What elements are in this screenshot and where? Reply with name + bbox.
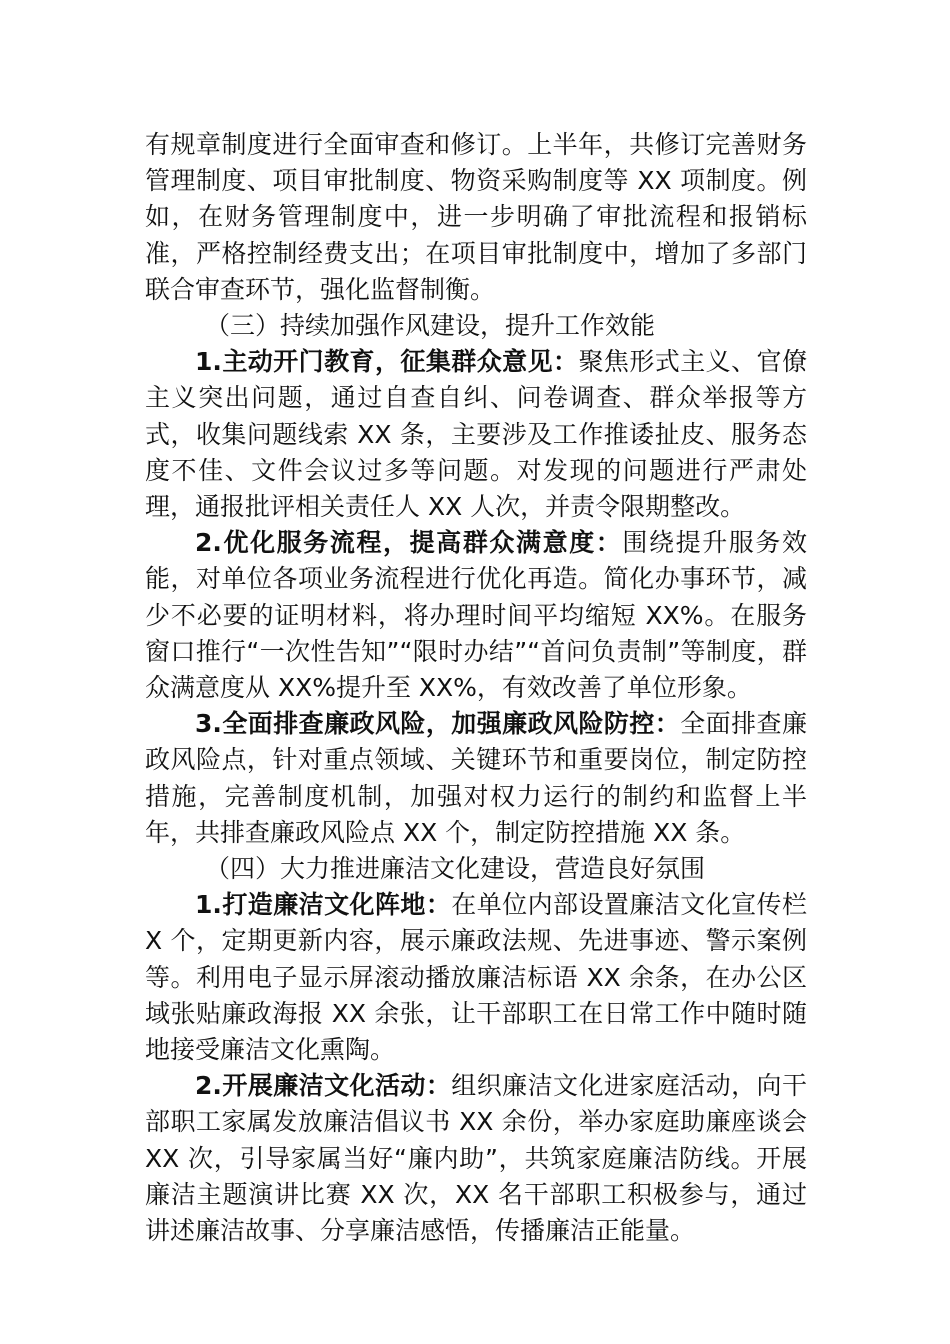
paragraph-item — [145, 887, 807, 1068]
paragraph-item — [145, 706, 807, 851]
paragraph-text: 聚焦形式主义、官僚主义突出问题，通过自查自纠、问卷调查、群众举报等方式，收集问题线索 XX 条，主要涉及工作推诿扯皮、服务态度不佳、文件会议过多等问题。对发现的问题进行严肃处理，通报批评相关责任人 XX 人次，并责令限期整改。 — [145, 347, 807, 522]
paragraph-item — [145, 525, 807, 706]
paragraph-text: 在单位内部设置廉洁文化宣传栏 X 个，定期更新内容，展示廉政法规、先进事迹、警示案例等。利用电子显示屏滚动播放廉洁标语 XX 余条，在办公区域张贴廉政海报 XX 余张，让干部职工在日常工作中随时随地接受廉洁文化熏陶。 — [145, 890, 807, 1065]
paragraph-lead: 1.主动开门教育，征集群众意见： — [195, 347, 579, 377]
paragraph-text: 组织廉洁文化进家庭活动，向干部职工家属发放廉洁倡议书 XX 余份，举办家庭助廉座谈会 XX 次，引导家属当好“廉内助”，共筑家庭廉洁防线。开展廉洁主题演讲比赛 XX 次，XX 名干部职工积极参与，通过讲述廉洁故事、分享廉洁感悟，传播廉洁正能量。 — [145, 1071, 807, 1246]
paragraph-lead: 2.开展廉洁文化活动： — [195, 1071, 452, 1101]
paragraph-item — [145, 1068, 807, 1249]
paragraph-lead: 2.优化服务流程，提高群众满意度： — [195, 528, 623, 558]
section-heading-three: （三）持续加强作风建设，提升工作效能 — [205, 311, 656, 341]
document-body — [145, 127, 807, 1249]
paragraph-continuation: 有规章制度进行全面审查和修订。上半年，共修订完善财务管理制度、项目审批制度、物资采购制度等 XX 项制度。例如，在财务管理制度中，进一步明确了审批流程和报销标准，严格控制经费支出；在项目审批制度中，增加了多部门联合审查环节，强化监督制衡。 — [145, 130, 807, 304]
paragraph-text: 围绕提升服务效能，对单位各项业务流程进行优化再造。简化办事环节，减少不必要的证明材料，将办理时间平均缩短 XX%。在服务窗口推行“一次性告知”“限时办结”“首问负责制”等制度，群众满意度从 XX%提升至 XX%，有效改善了单位形象。 — [145, 528, 807, 703]
paragraph-item — [145, 344, 807, 525]
paragraph-text: 全面排查廉政风险点，针对重点领域、关键环节和重要岗位，制定防控措施，完善制度机制，加强对权力运行的制约和监督上半年，共排查廉政风险点 XX 个，制定防控措施 XX 条。 — [145, 709, 807, 847]
paragraph-lead: 3.全面排查廉政风险，加强廉政风险防控： — [195, 709, 681, 739]
section-heading-four: （四）大力推进廉洁文化建设，营造良好氛围 — [205, 854, 706, 884]
paragraph-lead: 1.打造廉洁文化阵地： — [195, 890, 452, 920]
